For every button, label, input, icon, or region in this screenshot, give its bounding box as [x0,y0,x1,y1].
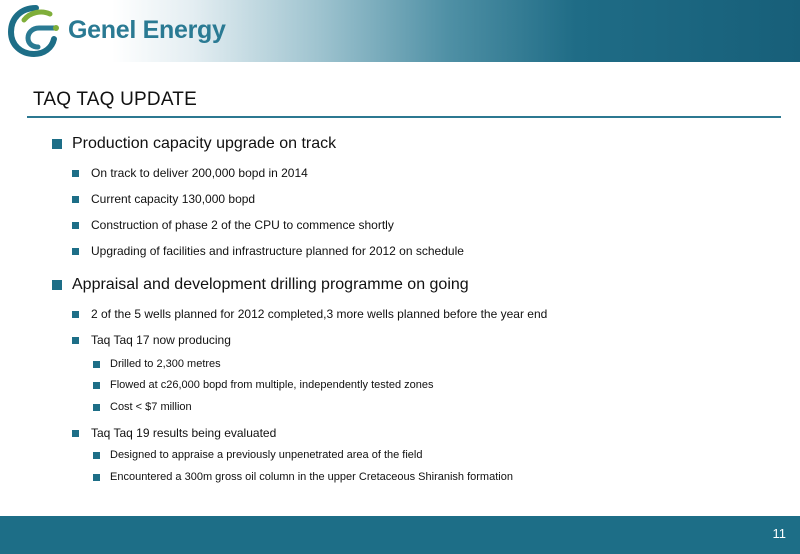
bullet-square-icon [93,361,100,368]
list-item-text: Construction of phase 2 of the CPU to commence shortly [91,218,394,232]
list-item-text: Taq Taq 17 now producing [91,333,231,347]
list-item [72,218,394,232]
list-item-text: Taq Taq 19 results being evaluated [91,426,277,440]
section-heading [52,135,336,153]
list-item [72,166,308,180]
slide-title: TAQ TAQ UPDATE [33,89,197,110]
list-item [72,307,547,321]
list-item [72,244,464,258]
bullet-square-icon [93,474,100,481]
bullet-square-icon [72,311,79,318]
bullet-square-icon [72,196,79,203]
sub-list-item-text: Designed to appraise a previously unpenetrated area of the field [110,449,423,461]
bullet-square-icon [72,222,79,229]
list-item-text: 2 of the 5 wells planned for 2012 completed,3 more wells planned before the year end [91,307,548,321]
sub-list-item [93,449,423,461]
section-heading [52,276,469,294]
sub-list-item-text: Encountered a 300m gross oil column in the upper Cretaceous Shiranish formation [110,471,513,483]
genel-swirl-logo-icon [6,2,64,58]
title-divider [27,116,781,118]
list-item-text: Upgrading of facilities and infrastructure planned for 2012 on schedule [91,244,464,258]
bullet-square-icon [72,430,79,437]
list-item [72,426,276,440]
sub-list-item [93,401,192,413]
bullet-square-icon [93,404,100,411]
sub-list-item-text: Cost < $7 million [110,401,192,413]
bullet-square-icon [72,337,79,344]
bullet-square-icon [93,382,100,389]
bullet-square-icon [52,280,62,290]
footer-band [0,516,800,554]
sub-list-item [93,379,433,391]
bullet-square-icon [72,248,79,255]
section-heading-text: Appraisal and development drilling programme on going [72,276,469,293]
bullet-square-icon [72,170,79,177]
bullet-square-icon [93,452,100,459]
sub-list-item [93,358,221,370]
list-item [72,192,255,206]
bullet-square-icon [52,139,62,149]
sub-list-item-text: Drilled to 2,300 metres [110,358,221,370]
company-name: Genel Energy [68,15,226,44]
list-item [72,333,231,347]
section-heading-text: Production capacity upgrade on track [72,135,337,152]
page-number: 11 [772,526,786,541]
list-item-text: On track to deliver 200,000 bopd in 2014 [91,166,308,180]
list-item-text: Current capacity 130,000 bopd [91,192,256,206]
sub-list-item [93,471,513,483]
sub-list-item-text: Flowed at c26,000 bopd from multiple, independently tested zones [110,379,434,391]
company-logo [6,2,226,58]
header-band [0,0,800,62]
